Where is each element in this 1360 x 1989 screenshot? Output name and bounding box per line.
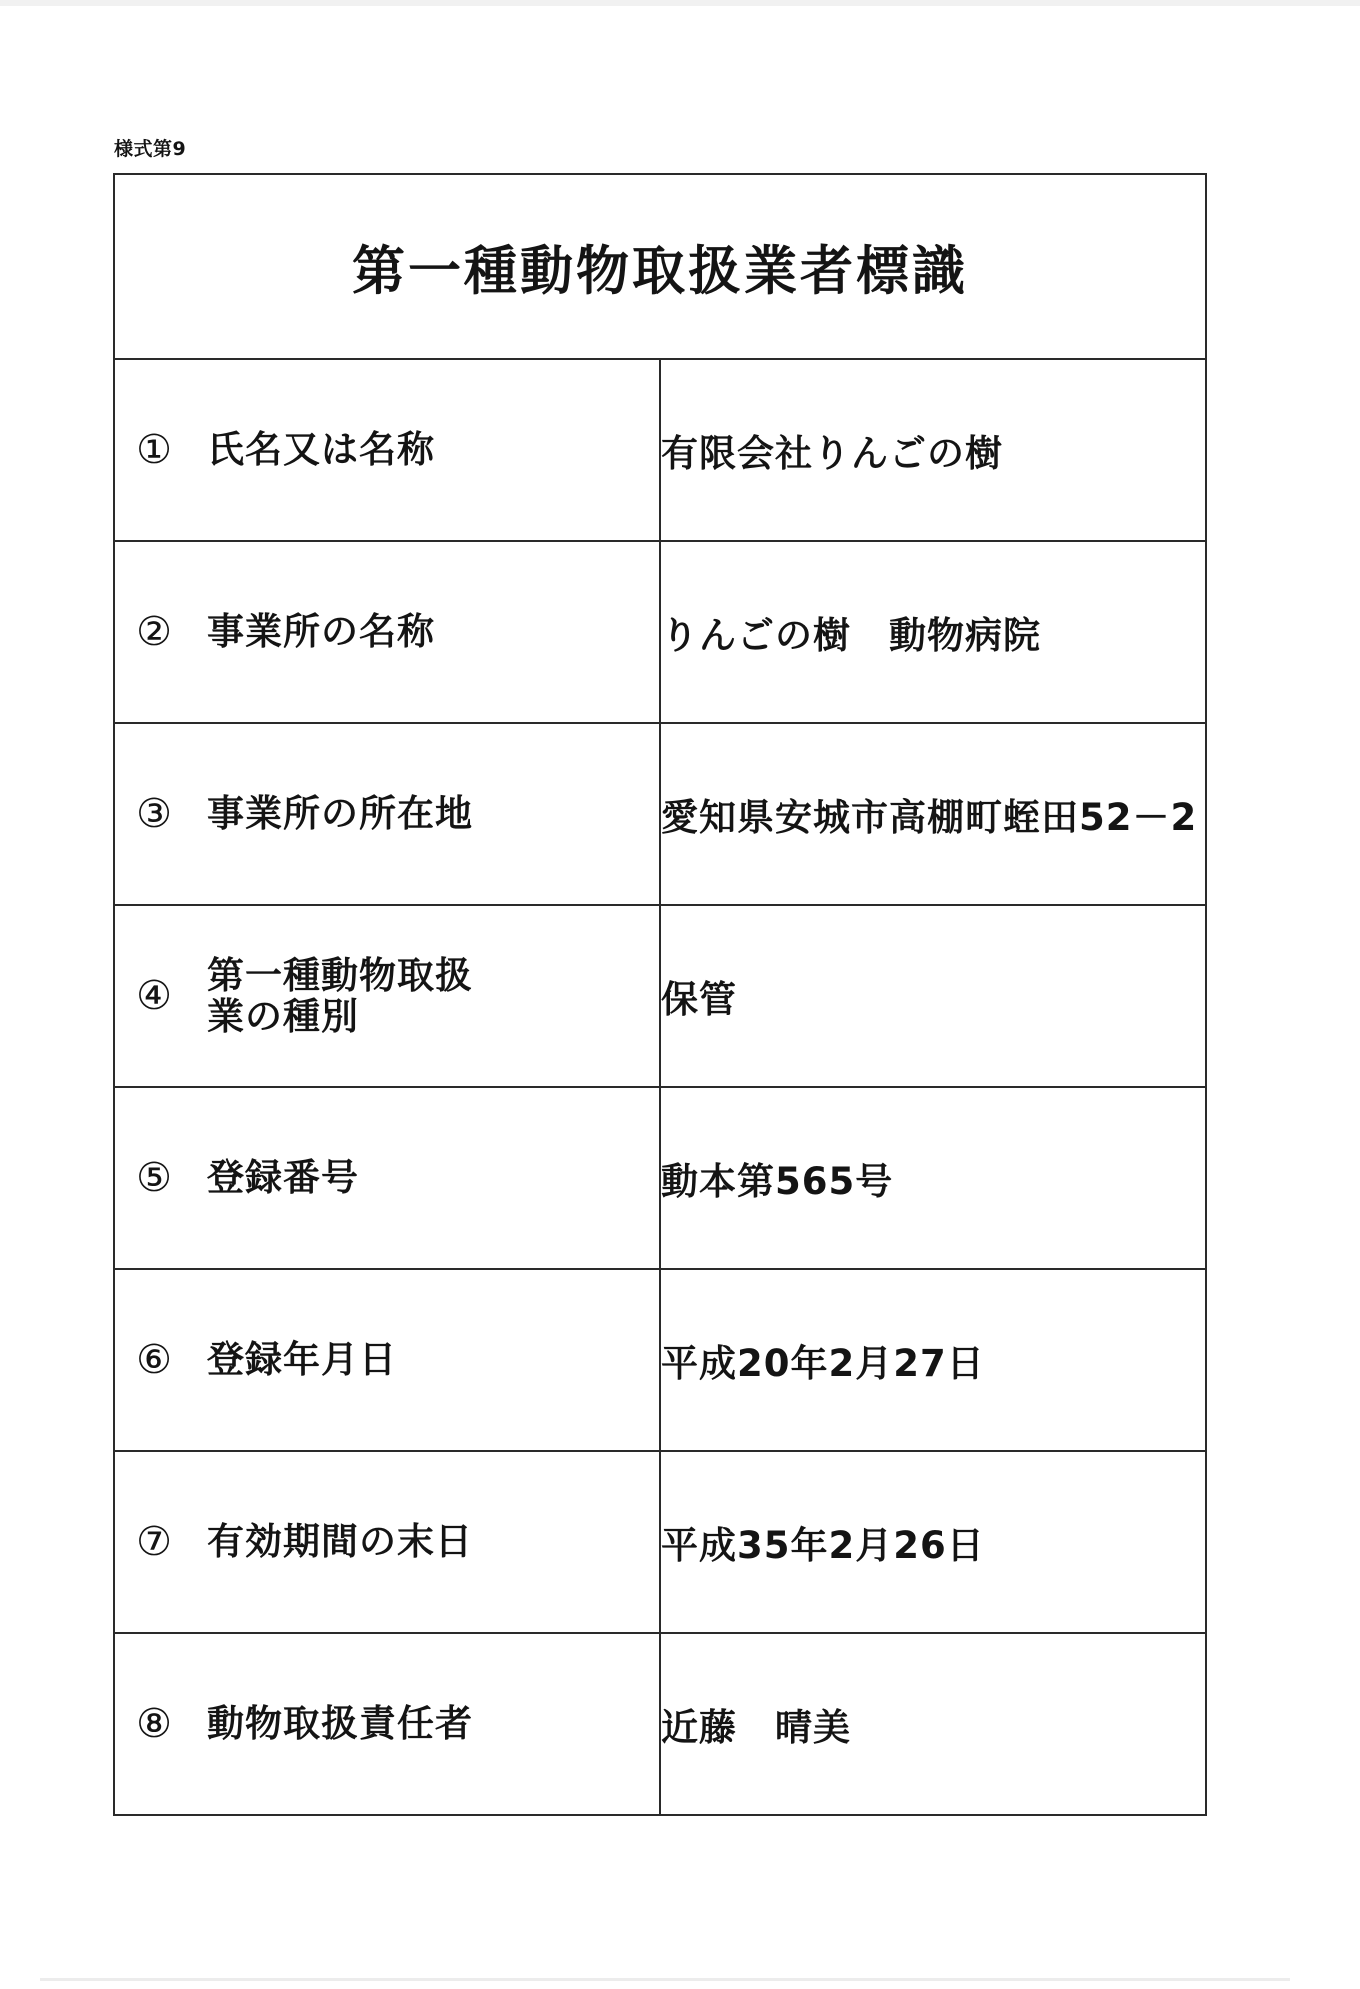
table-row	[114, 1087, 1206, 1269]
label-cell	[114, 359, 660, 541]
field-label-registration-number: 登録番号	[207, 1156, 359, 1200]
form-number: 様式第9	[114, 138, 187, 160]
row-number: ⑤	[136, 1155, 172, 1201]
row-number: ①	[136, 427, 172, 473]
row-number: ⑧	[136, 1701, 172, 1747]
table-row	[114, 1633, 1206, 1815]
row-number: ②	[136, 609, 172, 655]
table-row	[114, 723, 1206, 905]
page-bottom-edge	[40, 1978, 1290, 1981]
row-number: ⑥	[136, 1337, 172, 1383]
label-cell	[114, 1451, 660, 1633]
field-value-name: 有限会社りんごの樹	[660, 359, 1206, 541]
sign-title: 第一種動物取扱業者標識	[114, 174, 1206, 359]
field-label-expiry-date: 有効期間の末日	[207, 1520, 473, 1564]
row-number: ③	[136, 791, 172, 837]
field-label-business-type	[193, 955, 473, 1038]
table-row	[114, 905, 1206, 1087]
field-label-name: 氏名又は名称	[207, 428, 435, 472]
table-row	[114, 1269, 1206, 1451]
field-label-responsible-person: 動物取扱責任者	[207, 1702, 473, 1746]
field-value-registration-date: 平成20年2月27日	[660, 1269, 1206, 1451]
title-row	[114, 174, 1206, 359]
label-line: 第一種動物取扱	[207, 953, 473, 997]
label-cell	[114, 1087, 660, 1269]
table-row	[114, 541, 1206, 723]
row-number: ⑦	[136, 1519, 172, 1565]
label-cell	[114, 1633, 660, 1815]
row-number: ④	[136, 973, 172, 1019]
field-value-registration-number: 動本第565号	[660, 1087, 1206, 1269]
label-cell	[114, 905, 660, 1087]
field-value-expiry-date: 平成35年2月26日	[660, 1451, 1206, 1633]
label-cell	[114, 1269, 660, 1451]
field-value-business-type: 保管	[660, 905, 1206, 1087]
label-line: 業の種別	[207, 995, 359, 1038]
table-row	[114, 359, 1206, 541]
field-value-office-name: りんごの樹 動物病院	[660, 541, 1206, 723]
field-value-responsible-person: 近藤 晴美	[660, 1633, 1206, 1815]
field-label-office-address: 事業所の所在地	[207, 792, 473, 836]
label-cell	[114, 541, 660, 723]
table-row	[114, 1451, 1206, 1633]
label-cell	[114, 723, 660, 905]
animal-business-sign-table	[113, 173, 1207, 1816]
field-value-office-address: 愛知県安城市高棚町蛭田52－2	[660, 723, 1206, 905]
field-label-registration-date: 登録年月日	[207, 1338, 397, 1382]
field-label-office-name: 事業所の名称	[207, 610, 435, 654]
page-top-edge	[0, 0, 1360, 6]
